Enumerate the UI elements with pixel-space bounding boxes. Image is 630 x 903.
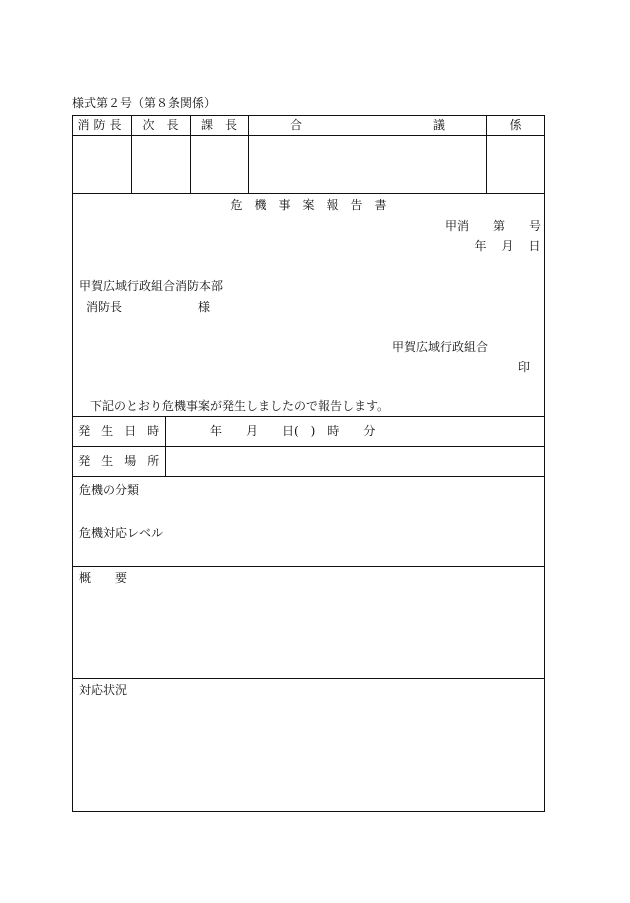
occurrence-place-value-cell (166, 447, 544, 476)
approval-consultation-label-right: 議 (433, 118, 446, 132)
addressee-organization: 甲賀広域行政組合消防本部 (79, 279, 224, 293)
report-title: 危 機 事 案 報 告 書 (230, 198, 387, 212)
approval-block-rule (72, 193, 545, 194)
approval-stamp-cell-section-chief (191, 136, 248, 193)
seal-mark: 印 (518, 360, 531, 374)
response-level-label: 危機対応レベル (79, 526, 164, 540)
document-number: 甲消 第 号 (444, 219, 541, 233)
approval-stamp-cell-fire-chief (73, 136, 131, 193)
report-date: 年 月 日 (474, 239, 542, 253)
addressee-title: 消防長 (86, 300, 123, 314)
report-intro-text: 下記のとおり危機事案が発生しましたので報告します。 (90, 399, 390, 413)
occurrence-datetime-value: 年 月 日( ) 時 分 (210, 424, 376, 438)
approval-deputy-chief-label: 次 長 (142, 118, 179, 132)
place-row-rule (72, 476, 545, 477)
category-row-rule (72, 566, 545, 567)
addressee-honorific: 様 (198, 300, 211, 314)
approval-section-chief-label: 課 長 (200, 118, 237, 132)
approval-stamp-cell-consultation (249, 136, 486, 193)
occurrence-place-label: 発 生 場 所 (78, 454, 159, 468)
approval-stamp-cell-staff (487, 136, 544, 193)
response-status-label: 対応状況 (79, 683, 128, 697)
summary-row-rule (72, 678, 545, 679)
occurrence-datetime-label: 発 生 日 時 (78, 424, 159, 438)
approval-staff-label: 係 (509, 118, 522, 132)
approval-fire-chief-label: 消防長 (77, 118, 126, 132)
summary-label: 概 要 (79, 571, 128, 585)
sender-organization: 甲賀広域行政組合 (392, 340, 489, 354)
approval-stamp-cell-deputy-chief (132, 136, 190, 193)
form-number: 様式第２号（第８条関係） (72, 96, 217, 110)
report-body-rule (72, 416, 545, 417)
approval-consultation-label-left: 合 (290, 118, 303, 132)
crisis-category-label: 危機の分類 (79, 483, 140, 497)
